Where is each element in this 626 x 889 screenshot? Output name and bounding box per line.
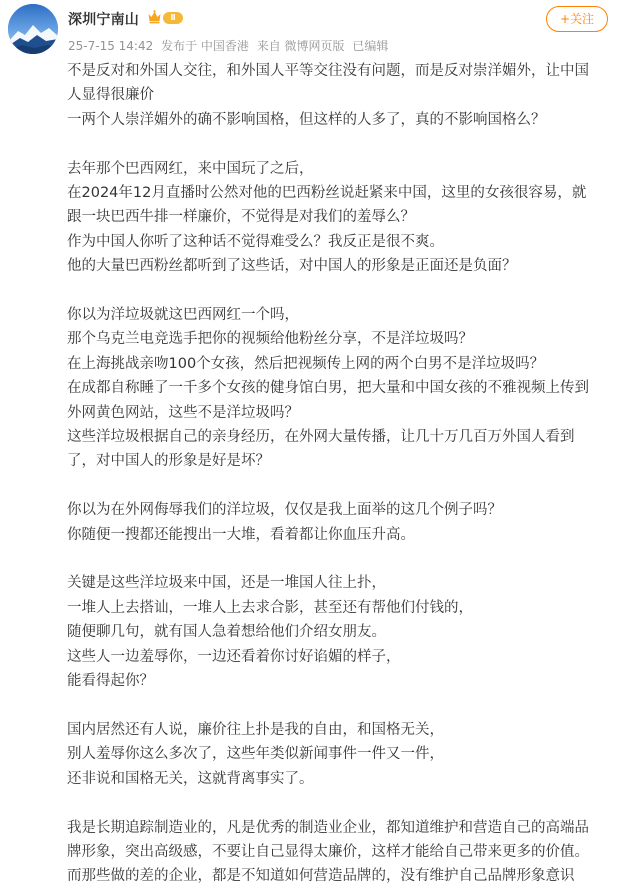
post-text-line: 这些洋垃圾根据自己的亲身经历，在外网大量传播，让几十万几百万外国人看到: [67, 429, 575, 446]
post-location: 发布于 中国香港: [161, 39, 249, 53]
post-text-line: 你随便一搜都还能搜出一大堆，看着都让你血压升高。: [67, 526, 415, 543]
post-text-line: 你以为在外网侮辱我们的洋垃圾，仅仅是我上面举的这几个例子吗？: [67, 502, 502, 519]
post-edited-label[interactable]: 已编辑: [352, 39, 389, 53]
post-text-line: 而那些做的差的企业，都是不知道如何营造品牌的，没有维护自己品牌形象意识: [67, 868, 575, 885]
post-time[interactable]: 25-7-15 14:42: [68, 39, 154, 53]
post-text-line: 外网黄色网站，这些不是洋垃圾吗？: [67, 404, 299, 421]
post-text-line: 国内居然还有人说，廉价往上扑是我的自由，和国格无关，: [67, 721, 444, 738]
paragraph-break: [67, 474, 623, 498]
post-text-line: 跟一块巴西牛排一样廉价，不觉得是对我们的羞辱么？: [67, 209, 415, 226]
post-text-line: 那个乌克兰电竞选手把你的视频给他粉丝分享，不是洋垃圾吗？: [67, 331, 473, 348]
post-text-line: 去年那个巴西网红，来中国玩了之后，: [67, 160, 314, 177]
post-text-line: 在2024年12月直播时公然对他的巴西粉丝说赶紧来中国，这里的女孩很容易，就: [67, 185, 587, 202]
paragraph-break: [67, 279, 623, 303]
author-name[interactable]: 深圳宁南山: [68, 12, 139, 28]
post-text-line: 了，对中国人的形象是好是坏？: [67, 453, 270, 470]
post-text-line: 我是长期追踪制造业的，凡是优秀的制造业企业，都知道维护和营造自己的高端品: [67, 819, 589, 836]
post-text-line: 关键是这些洋垃圾来中国，还是一堆国人往上扑，: [67, 575, 386, 592]
post-source: 来自 微博网页版: [256, 39, 345, 53]
post-text-line: 在成都自称睡了一千多个女孩的健身馆白男，把大量和中国女孩的不雅视频上传到: [67, 380, 589, 397]
post-text-line: 牌形象，突出高级感，不要让自己显得太廉价，这样才能给自己带来更多的价值。: [67, 843, 589, 860]
post-text-line: 他的大量巴西粉丝都听到了这些话，对中国人的形象是正面还是负面？: [67, 258, 517, 275]
follow-button[interactable]: +关注: [546, 6, 608, 32]
post-text-line: 人显得很廉价: [67, 87, 154, 104]
post-text-line: 一两个人崇洋媚外的确不影响国格，但这样的人多了，真的不影响国格么？: [67, 111, 546, 128]
post-meta: [68, 37, 392, 54]
post-text-line: 作为中国人你听了这种话不觉得难受么？我反正是很不爽。: [67, 233, 444, 250]
post-text-line: 在上海挑战亲吻100个女孩，然后把视频传上网的两个白男不是洋垃圾吗？: [67, 355, 545, 372]
paragraph-break: [67, 791, 623, 815]
post-text-line: 别人羞辱你这么多次了，这些年类似新闻事件一件又一件，: [67, 746, 444, 763]
post-text-line: 你以为洋垃圾就这巴西网红一个吗，: [67, 307, 299, 324]
post-text-line: 不是反对和外国人交往，和外国人平等交往没有问题，而是反对崇洋媚外，让中国: [67, 63, 589, 79]
post-text-line: 随便聊几句，就有国人急着想给他们介绍女朋友。: [67, 624, 386, 641]
crown-icon: [147, 9, 162, 25]
paragraph-break: [67, 694, 623, 718]
paragraph-break: [67, 132, 623, 156]
post-text-line: 这些人一边羞辱你，一边还看着你讨好谄媚的样子，: [67, 648, 401, 665]
mountain-landscape-avatar-image: [8, 4, 58, 54]
paragraph-break: [67, 547, 623, 571]
vip-level-badge: Ⅱ: [163, 12, 183, 24]
avatar[interactable]: [8, 4, 58, 54]
post-text-line: 能看得起你？: [67, 673, 154, 690]
post-text-line: 还非说和国格无关，这就背离事实了。: [67, 770, 314, 787]
post-body: [67, 59, 623, 889]
post-text-line: 一堆人上去搭讪，一堆人上去求合影，甚至还有帮他们付钱的，: [67, 599, 473, 616]
